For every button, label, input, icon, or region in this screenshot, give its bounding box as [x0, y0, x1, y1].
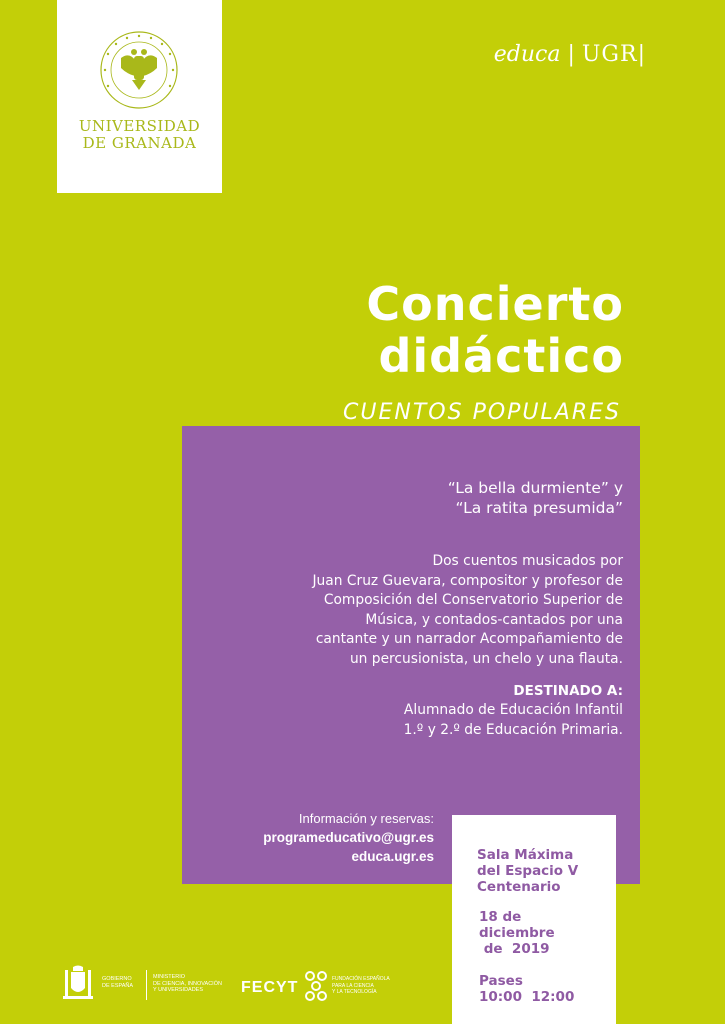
- sessions-times: 10:00 12:00: [479, 989, 575, 1005]
- event-details-box: [452, 815, 616, 1024]
- venue-line: Centenario: [477, 879, 561, 895]
- ministry-line: DE CIENCIA, INNOVACIÓN: [153, 980, 222, 987]
- brand-ugr: UGR: [581, 42, 638, 67]
- title-line2: didáctico: [378, 329, 624, 383]
- event-title: [366, 278, 624, 382]
- desc-line: Dos cuentos musicados por: [432, 553, 623, 569]
- venue-line: del Espacio V: [477, 863, 579, 879]
- date-line: de 2019: [479, 941, 550, 957]
- audience-line: 1.º y 2.º de Educación Primaria.: [403, 721, 623, 738]
- title-line1: Concierto: [366, 277, 624, 331]
- contact-info: [263, 809, 434, 866]
- fecyt-logo-text: FECYT: [241, 979, 299, 996]
- educa-ugr-brand: educa | UGR|: [493, 42, 645, 67]
- ministry-line: Y UNIVERSIDADES: [153, 987, 204, 993]
- desc-line: Música, y contados-cantados por una: [365, 611, 623, 628]
- ministry-line: MINISTERIO: [153, 974, 186, 980]
- date-line: diciembre: [479, 925, 555, 941]
- venue-line: Sala Máxima: [477, 847, 574, 863]
- audience-label: DESTINADO A:: [513, 683, 623, 699]
- gov-label: [102, 976, 133, 989]
- fecyt-line: Y LA TECNOLOGÍA: [332, 989, 377, 995]
- fecyt-line: PARA LA CIENCIA: [332, 982, 374, 989]
- event-subtitle: CUENTOS POPULARES: [343, 400, 621, 425]
- fecyt-logo-icon: [304, 970, 328, 1002]
- sponsors-footer: [58, 962, 398, 1006]
- audience: [404, 701, 623, 740]
- university-name-line2: DE GRANADA: [82, 134, 197, 152]
- desc-line: cantante y un narrador Acompañamiento de: [315, 631, 623, 647]
- footer-divider: [146, 970, 147, 1000]
- fecyt-sub-label: [332, 976, 390, 996]
- desc-line: Composición del Conservatorio Superior de: [323, 592, 623, 608]
- contact-label: Información y reservas:: [298, 811, 434, 826]
- audience-line: Alumnado de Educación Infantil: [403, 702, 623, 718]
- contact-website[interactable]: educa.ugr.es: [351, 849, 434, 864]
- event-date: [479, 909, 555, 957]
- spain-coat-of-arms-icon: [62, 964, 94, 1002]
- ministry-label: [153, 974, 222, 994]
- story-2: “La ratita presumida”: [455, 499, 623, 517]
- fecyt-line: FUNDACIÓN ESPAÑOLA: [332, 976, 390, 982]
- date-line: 18 de: [479, 909, 522, 925]
- description: [312, 552, 623, 669]
- gov-line: DE ESPAÑA: [102, 982, 134, 989]
- venue: [477, 847, 578, 895]
- university-name-line1: UNIVERSIDAD: [78, 117, 201, 135]
- stories: [448, 478, 623, 518]
- story-1: “La bella durmiente” y: [447, 479, 623, 497]
- university-seal-icon: [99, 30, 179, 110]
- desc-line: Juan Cruz Guevara, compositor y profesor de: [312, 572, 623, 589]
- brand-educa: educa: [493, 42, 561, 67]
- contact-email[interactable]: programeducativo@ugr.es: [263, 830, 434, 845]
- desc-line: un percusionista, un chelo y una flauta.: [349, 650, 623, 667]
- sessions-label: Pases: [479, 973, 523, 989]
- sessions: [479, 973, 574, 1005]
- gov-line: GOBIERNO: [102, 976, 132, 982]
- university-logo: [57, 0, 222, 193]
